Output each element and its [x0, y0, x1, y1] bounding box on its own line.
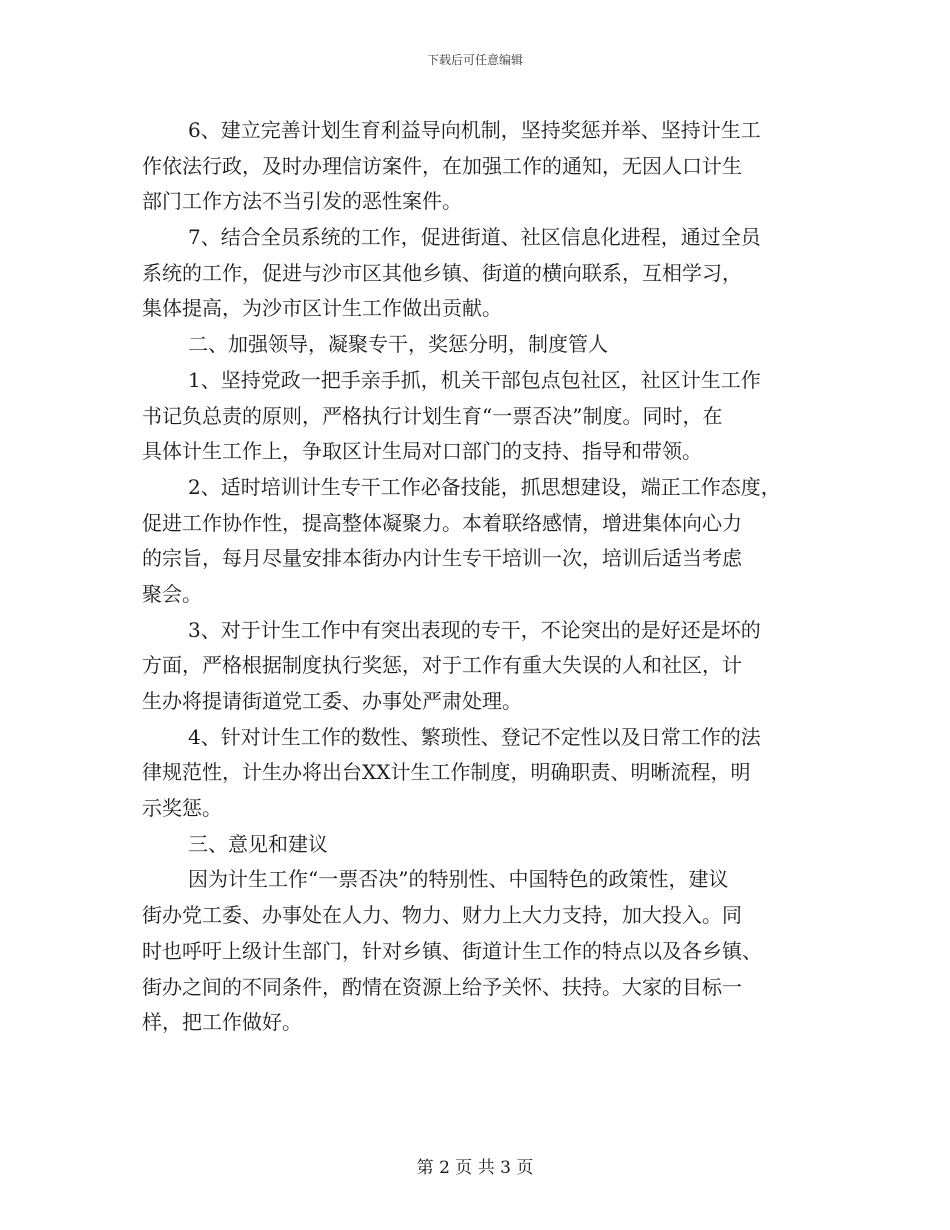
- paragraph-line: 作依法行政，及时办理信访案件，在加强工作的通知，无因人口计生: [142, 153, 742, 178]
- paragraph-line: 3、对于计生工作中有突出表现的专干，不论突出的是好还是坏的: [188, 617, 761, 642]
- paragraph-line: 方面，严格根据制度执行奖惩，对于工作有重大失误的人和社区，计: [142, 653, 742, 678]
- paragraph-line: 时也呼吁上级计生部门，针对乡镇、街道计生工作的特点以及各乡镇、: [142, 938, 762, 963]
- paragraph-line: 2、适时培训计生专干工作必备技能，抓思想建设，端正工作态度，: [188, 474, 781, 499]
- paragraph-line: 因为计生工作“一票否决”的特别性、中国特色的政策性，建议: [188, 867, 729, 892]
- paragraph-line: 促进工作协作性，提高整体凝聚力。本着联络感情，增进集体向心力: [142, 510, 742, 535]
- paragraph-line: 7、结合全员系统的工作，促进街道、社区信息化进程，通过全员: [188, 225, 761, 250]
- paragraph-line: 6、建立完善计划生育利益导向机制，坚持奖惩并举、坚持计生工: [188, 118, 761, 142]
- paragraph-line: 生办将提请街道党工委、办事处严肃处理。: [142, 689, 522, 713]
- paragraph-line: 1、坚持党政一把手亲手抓，机关干部包点包社区，社区计生工作: [188, 367, 761, 392]
- paragraph-line: 样，把工作做好。: [142, 1010, 302, 1035]
- section-heading: 二、加强领导，凝聚专干，奖惩分明，制度管人: [188, 332, 608, 357]
- paragraph-line: 示奖惩。: [142, 796, 222, 821]
- page-header: 下载后可任意编辑: [426, 53, 523, 67]
- paragraph-line: 书记负总责的原则，严格执行计划生育“一票否决”制度。同时，在: [142, 403, 723, 428]
- paragraph-line: 部门工作方法不当引发的恶性案件。: [142, 189, 462, 214]
- paragraph-line: 聚会。: [142, 581, 202, 606]
- paragraph-line: 集体提高，为沙市区计生工作做出贡献。: [142, 296, 502, 321]
- paragraph-line: 街办之间的不同条件，酌情在资源上给予关怀、扶持。大家的目标一: [142, 974, 742, 999]
- section-heading: 三、意见和建议: [188, 831, 328, 856]
- paragraph-line: 的宗旨，每月尽量安排本街办内计生专干培训一次，培训后适当考虑: [142, 546, 742, 571]
- paragraph-line: 4、针对计生工作的数性、繁琐性、登记不定性以及日常工作的法: [188, 724, 761, 749]
- document-body: [142, 113, 822, 1041]
- paragraph-line: 系统的工作，促进与沙市区其他乡镇、街道的横向联系，互相学习，: [142, 260, 742, 285]
- paragraph-line: 律规范性，计生办将出台XX计生工作制度，明确职责、明晰流程，明: [142, 760, 751, 785]
- page-number-footer: 第 2 页 共 3 页: [416, 1158, 534, 1178]
- paragraph-line: 具体计生工作上，争取区计生局对口部门的支持、指导和带领。: [142, 439, 702, 464]
- paragraph-line: 街办党工委、办事处在人力、物力、财力上大力支持，加大投入。同: [142, 903, 742, 928]
